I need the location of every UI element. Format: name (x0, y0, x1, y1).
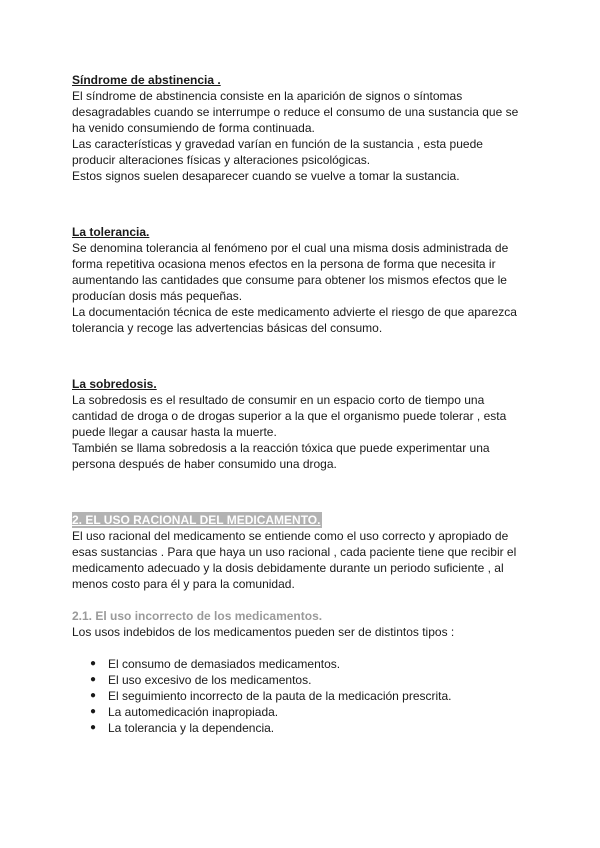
list-item (90, 704, 528, 720)
list-item-text: El uso excesivo de los medicamentos. (108, 673, 312, 687)
section-abstinencia (72, 72, 528, 184)
bullet-icon: ● (90, 690, 97, 701)
section-sobredosis (72, 376, 528, 472)
list-item (90, 688, 528, 704)
paragraph: El uso racional del medicamento se entiende como el uso correcto y apropiado de esas sustancias . Para que haya un uso racional , cada paciente tiene que recibir el medicamento adecuado y la dosis debidamente durante un periodo suficiente , al menos costo para él y para la comunidad. (72, 529, 517, 591)
spacer (72, 472, 528, 512)
spacer (72, 336, 528, 376)
list-item-text: El consumo de demasiados medicamentos. (108, 657, 341, 671)
section-heading: Síndrome de abstinencia . (72, 73, 221, 87)
paragraph: También se llama sobredosis a la reacción tóxica que puede experimentar una persona después de haber consumido una droga. (72, 441, 490, 471)
document-page (72, 72, 528, 736)
subsection-uso-incorrecto (72, 608, 528, 736)
section-tolerancia (72, 224, 528, 336)
spacer (72, 640, 528, 656)
bullet-icon: ● (90, 706, 97, 717)
paragraph: Las características y gravedad varían en función de la sustancia , esta puede producir alteraciones físicas y alteraciones psicológicas. (72, 137, 483, 167)
spacer (72, 592, 528, 608)
section-heading-highlighted: 2. EL USO RACIONAL DEL MEDICAMENTO. (72, 513, 321, 527)
bullet-icon: ● (90, 674, 97, 685)
paragraph: Estos signos suelen desaparecer cuando se vuelve a tomar la sustancia. (72, 169, 460, 183)
list-item-text: La automedicación inapropiada. (108, 705, 279, 719)
bullet-list (72, 656, 528, 736)
list-item (90, 656, 528, 672)
list-item-text: El seguimiento incorrecto de la pauta de la medicación prescrita. (108, 689, 452, 703)
bullet-icon: ● (90, 722, 97, 733)
paragraph: Se denomina tolerancia al fenómeno por el cual una misma dosis administrada de forma repetitiva ocasiona menos efectos en la persona de forma que necesita ir aumentando las cantidades que consume para obtener los mismos efectos que le producían dosis más pequeñas. (72, 241, 509, 303)
section-heading-wrapper (72, 512, 528, 528)
paragraph: La documentación técnica de este medicamento advierte el riesgo de que aparezca tolerancia y recoge las advertencias básicas del consumo. (72, 305, 517, 335)
paragraph: El síndrome de abstinencia consiste en la aparición de signos o síntomas desagradables cuando se interrumpe o reduce el consumo de una sustancia que se ha venido consumiendo de forma continuada. (72, 89, 519, 135)
paragraph: La sobredosis es el resultado de consumir en un espacio corto de tiempo una cantidad de droga o de drogas superior a la que el organismo puede tolerar , esta puede llegar a causar hasta la muerte. (72, 393, 507, 439)
subsection-heading: 2.1. El uso incorrecto de los medicamentos. (72, 609, 323, 623)
list-item-text: La tolerancia y la dependencia. (108, 721, 275, 735)
list-item (90, 672, 528, 688)
list-item (90, 720, 528, 736)
section-heading: La tolerancia. (72, 225, 150, 239)
bullet-icon: ● (90, 658, 97, 669)
section-heading: La sobredosis. (72, 377, 157, 391)
paragraph: Los usos indebidos de los medicamentos pueden ser de distintos tipos : (72, 625, 455, 639)
section-uso-racional (72, 512, 528, 592)
spacer (72, 184, 528, 224)
